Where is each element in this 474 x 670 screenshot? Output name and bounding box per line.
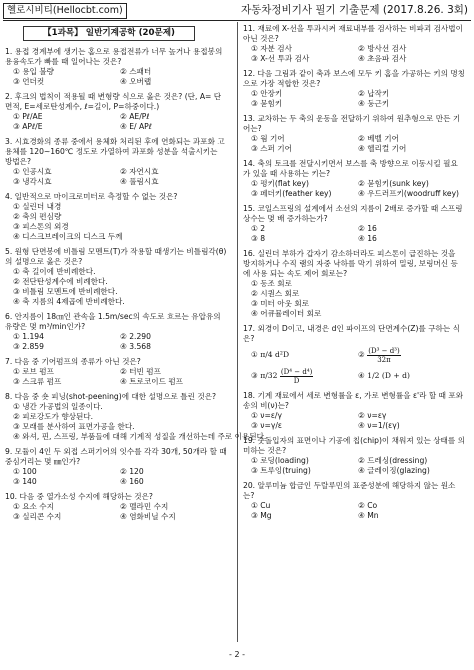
option[interactable]: ③ APℓ/E bbox=[13, 122, 43, 131]
option[interactable]: ④ 디스크브레이크의 디스크 두께 bbox=[13, 232, 123, 241]
option[interactable]: ① 평키(flat key) bbox=[251, 179, 309, 188]
exam-title: 자동차정비기사 필기 기출문제 (2017.8.26. 3회) bbox=[240, 4, 468, 16]
option-list bbox=[13, 467, 227, 487]
option[interactable]: ① 냉간 가공법의 일종이다. bbox=[13, 402, 103, 411]
question bbox=[5, 47, 227, 87]
question-text: 8. 다음 중 숏 피닝(shot-peening)에 대한 설명으로 틀린 것은? bbox=[5, 392, 217, 401]
header-rule bbox=[3, 20, 471, 21]
option[interactable]: ③ 실리콘 수지 bbox=[13, 512, 62, 521]
question-text: 16. 실린더 부하가 갑자기 감소하더라도 피스톤이 급진하는 것을 방지하거나 수직 램의 자중 낙하를 막기 위하여 밀링, 보링머신 등에 사용 되는 속도 제어 회로는? bbox=[243, 249, 458, 278]
option[interactable]: ③ 모래를 분사하여 표면가공을 한다. bbox=[13, 422, 135, 431]
option[interactable]: ② 멜라민 수지 bbox=[120, 502, 169, 511]
question-text: 20. 알루미늄 합금인 두랄루민의 표준성분에 해당하지 않는 원소는? bbox=[243, 481, 456, 500]
option[interactable]: ③ 페더키(feather key) bbox=[251, 189, 332, 198]
option[interactable]: ① 동조 회로 bbox=[251, 279, 292, 288]
option[interactable]: ② 드레싱(dressing) bbox=[358, 456, 428, 465]
option[interactable]: ② 120 bbox=[120, 467, 144, 476]
right-column bbox=[243, 24, 465, 526]
question bbox=[243, 69, 465, 109]
question bbox=[243, 436, 465, 476]
option-list bbox=[251, 44, 465, 64]
formula-part: d²D bbox=[275, 350, 290, 359]
option[interactable]: ① 요소 수지 bbox=[13, 502, 54, 511]
option[interactable]: ② 피로강도가 향상된다. bbox=[13, 412, 94, 421]
option-list bbox=[251, 456, 465, 476]
denominator: 32π bbox=[377, 355, 391, 364]
option[interactable]: ③ 8 bbox=[251, 234, 266, 243]
option[interactable]: ④ 우드러프키(woodruff key) bbox=[358, 189, 460, 198]
option[interactable]: ③ 트루잉(truing) bbox=[251, 466, 311, 475]
option[interactable]: ④ 와셔, 핀, 스프링, 부품들에 대해 기계적 성질을 개선하는데 주로 이용된다. bbox=[13, 432, 267, 441]
option[interactable]: ② 납작키 bbox=[358, 89, 390, 98]
option[interactable]: ④ 3.568 bbox=[120, 342, 151, 351]
question bbox=[243, 391, 465, 431]
option[interactable]: ① 로브 펌프 bbox=[13, 367, 54, 376]
question-text: 17. 외경이 D이고, 내경은 d인 파이프의 단면계수(Z)를 구하는 식은? bbox=[243, 324, 460, 343]
section-title: 【1과목】 일반기계공학 (20문제) bbox=[23, 26, 195, 41]
question bbox=[5, 312, 227, 352]
question-text: 2. 후크의 법칙이 적용될 때 변형량 식으로 옳은 것은? (단, A= 단면적, E=세로탄성계수, ℓ=길이, P=하중이다.) bbox=[5, 92, 222, 111]
option[interactable]: ② 전단탄성계수에 비례한다. bbox=[13, 277, 108, 286]
question bbox=[5, 447, 227, 487]
option[interactable]: ① 웜 기어 bbox=[251, 134, 285, 143]
question bbox=[243, 159, 465, 199]
option[interactable]: ③ 스퍼 기어 bbox=[251, 144, 292, 153]
option[interactable]: ④ 16 bbox=[358, 234, 377, 243]
option[interactable]: ① 실린더 내경 bbox=[13, 202, 62, 211]
column-divider bbox=[237, 22, 238, 642]
option[interactable]: ③ 140 bbox=[13, 477, 37, 486]
option-list bbox=[13, 167, 227, 187]
option[interactable] bbox=[358, 365, 465, 386]
option[interactable]: ③ Mg bbox=[251, 511, 272, 520]
option-list bbox=[251, 501, 465, 521]
question-text: 10. 다음 중 열가소성 수지에 해당하는 것은? bbox=[5, 492, 153, 501]
option[interactable]: ④ 어큐뮬레이터 회로 bbox=[251, 309, 322, 318]
question-text: 11. 재료에 X-선을 투과시켜 재료내부를 검사하는 비파괴 검사법이 아닌 것은? bbox=[243, 24, 463, 43]
option[interactable]: ③ X-선 투과 검사 bbox=[251, 54, 310, 63]
option[interactable] bbox=[251, 365, 358, 386]
option[interactable]: ③ 피스톤의 외경 bbox=[13, 222, 69, 231]
question-text: 18. 기계 재료에서 세로 변형률을 ε, 가로 변형률을 ε'라 할 때 포와송의 비(ν)는? bbox=[243, 391, 464, 410]
question bbox=[243, 24, 465, 64]
option[interactable]: ② 묻힘키(sunk key) bbox=[358, 179, 429, 188]
option[interactable]: ④ Mn bbox=[358, 511, 379, 520]
option-list bbox=[13, 202, 227, 242]
option[interactable]: ② 방사선 검사 bbox=[358, 44, 407, 53]
option-list bbox=[251, 224, 465, 244]
formula-part: π/32 bbox=[260, 371, 278, 380]
option-list bbox=[13, 502, 227, 522]
option-list bbox=[251, 179, 465, 199]
option-label: ③ bbox=[251, 371, 258, 380]
denominator: D bbox=[293, 376, 300, 385]
option[interactable]: ③ 언더컷 bbox=[13, 77, 45, 86]
formula-part: (D + d) bbox=[381, 371, 410, 380]
option[interactable]: ③ 미터 아웃 회로 bbox=[251, 299, 310, 308]
option[interactable]: ④ 트로코이드 펌프 bbox=[120, 377, 183, 386]
option[interactable]: ④ 160 bbox=[120, 477, 144, 486]
option-list bbox=[13, 367, 227, 387]
option[interactable]: ① 자분 검사 bbox=[251, 44, 292, 53]
question-text: 9. 모듈이 4인 두 외접 스퍼기어의 잇수를 각각 30개, 50개라 할 때 중심거리는 몇 ㎜인가? bbox=[5, 447, 227, 466]
option[interactable]: ① 로딩(loading) bbox=[251, 456, 309, 465]
option[interactable]: ④ 풀림시효 bbox=[120, 177, 159, 186]
option[interactable]: ② 베벨 기어 bbox=[358, 134, 399, 143]
option[interactable]: ① Pℓ/AE bbox=[13, 112, 43, 121]
option[interactable]: ④ 둥근키 bbox=[358, 99, 390, 108]
option[interactable]: ① 용입 불량 bbox=[13, 67, 54, 76]
question bbox=[5, 492, 227, 522]
option[interactable]: ① 축 길이에 반비례한다. bbox=[13, 267, 96, 276]
question-text: 13. 교차하는 두 축의 운동을 전달하기 위하여 원추형으로 만든 기어는? bbox=[243, 114, 461, 133]
option[interactable]: ② Co bbox=[358, 501, 378, 510]
option-list bbox=[13, 112, 227, 132]
option-list bbox=[13, 67, 227, 87]
option[interactable]: ① Cu bbox=[251, 501, 271, 510]
option[interactable] bbox=[358, 344, 465, 365]
question bbox=[243, 481, 465, 521]
question bbox=[5, 137, 227, 187]
option[interactable]: ② AE/Pℓ bbox=[120, 112, 150, 121]
option-label: ④ bbox=[358, 371, 365, 380]
question-text: 4. 일반적으로 마이크로미터로 측정할 수 없는 것은? bbox=[5, 192, 178, 201]
option[interactable]: ③ 스크류 펌프 bbox=[13, 377, 62, 386]
question-text: 12. 다음 그림과 같이 축과 보스에 모두 키 홈을 가공하는 키의 명칭으로 가장 적합한 것은? bbox=[243, 69, 466, 88]
question-text: 19. 숫돌입자의 표면이나 기공에 칩(chip)이 채워져 있는 상태를 의미하는 것은? bbox=[243, 436, 465, 455]
question-text: 1. 용접 경계부에 생기는 홈으로 용접전류가 너무 높거나 용접봉의 용융속도가 빠를 때 일어나는 것은? bbox=[5, 47, 223, 66]
option[interactable]: ② 2.290 bbox=[120, 332, 151, 341]
option-list bbox=[251, 344, 465, 386]
option[interactable]: ④ 헬리컬 기어 bbox=[358, 144, 407, 153]
question bbox=[243, 204, 465, 244]
option-list bbox=[251, 134, 465, 154]
option[interactable]: ④ 오버랩 bbox=[120, 77, 152, 86]
question bbox=[243, 114, 465, 154]
option-label: ① bbox=[251, 350, 258, 359]
option[interactable]: ③ ν=γ/ε bbox=[251, 421, 282, 430]
option[interactable]: ② 축의 편심량 bbox=[13, 212, 62, 221]
option-label: ② bbox=[358, 350, 365, 359]
question bbox=[5, 357, 227, 387]
option[interactable]: ④ ν=1/(εγ) bbox=[358, 421, 400, 430]
option[interactable]: ② 터빈 펌프 bbox=[120, 367, 161, 376]
option[interactable]: ① 100 bbox=[13, 467, 37, 476]
question-text: 5. 원형 단면봉에 비틀림 모멘트(T)가 작용할 때생기는 비틀림각(θ)의 설명으로 옳은 것은? bbox=[5, 247, 227, 266]
formula-part: π/4 bbox=[260, 350, 273, 359]
option[interactable]: ① 2 bbox=[251, 224, 266, 233]
option[interactable]: ③ 비틀림 모멘트에 반비례한다. bbox=[13, 287, 118, 296]
option[interactable]: ② 스패터 bbox=[120, 67, 152, 76]
question bbox=[243, 249, 465, 319]
option[interactable]: ④ E/ APℓ bbox=[120, 122, 152, 131]
option[interactable]: ③ 2.859 bbox=[13, 342, 44, 351]
question-text: 6. 안지름이 18㎝인 관속을 1.5m/sec의 속도로 흐르는 유압유의 유량은 몇 m³/min인가? bbox=[5, 312, 221, 331]
option[interactable]: ④ 축 지름의 4제곱에 반비례한다. bbox=[13, 297, 125, 306]
numerator: (D⁴ − d⁴) bbox=[280, 367, 313, 376]
numerator: (D³ − d³) bbox=[368, 346, 400, 355]
option[interactable]: ③ 묻힘키 bbox=[251, 99, 283, 108]
option[interactable]: ① 인공시효 bbox=[13, 167, 52, 176]
fraction bbox=[280, 368, 313, 385]
question bbox=[5, 192, 227, 242]
option-list bbox=[13, 267, 227, 307]
site-name: 헬로시비티(Hellocbt.com) bbox=[3, 3, 127, 19]
option[interactable]: ① ν=ε/γ bbox=[251, 411, 282, 420]
question-text: 14. 축의 토크를 전달시키면서 보스를 축 방향으로 이동시킬 필요가 있을 때 사용하는 키는? bbox=[243, 159, 458, 178]
option[interactable] bbox=[251, 344, 358, 365]
question bbox=[5, 92, 227, 132]
option-list bbox=[251, 411, 465, 431]
formula-part: 1/2 bbox=[367, 371, 380, 380]
question bbox=[243, 324, 465, 386]
option[interactable]: ② 자연시효 bbox=[120, 167, 159, 176]
question-text: 15. 코일스프링의 설계에서 소선의 지름이 2배로 증가할 때 스프링 상수는 몇 배 증가하는가? bbox=[243, 204, 463, 223]
option-list bbox=[251, 279, 465, 319]
option-list bbox=[251, 89, 465, 109]
option-list bbox=[13, 332, 227, 352]
fraction bbox=[367, 347, 400, 364]
question-text: 3. 시효경화의 종류 중에서 용체화 처리된 후에 연화되는 과포화 고용체를 120~160℃ 정도로 가열하여 과포화 성분을 석출시키는 방법은? bbox=[5, 137, 225, 166]
option[interactable]: ② ν=εγ bbox=[358, 411, 387, 420]
page-number: - 2 - bbox=[229, 650, 245, 659]
option[interactable]: ④ 글레이징(glazing) bbox=[358, 466, 430, 475]
question-text: 7. 다음 중 기어펌프의 종류가 아닌 것은? bbox=[5, 357, 141, 366]
option[interactable]: ① 1.194 bbox=[13, 332, 44, 341]
question bbox=[5, 247, 227, 307]
option[interactable]: ② 시퀀스 회로 bbox=[251, 289, 300, 298]
option[interactable]: ④ 초음파 검사 bbox=[358, 54, 407, 63]
option[interactable]: ③ 냉각시효 bbox=[13, 177, 52, 186]
option[interactable]: ④ 염화비닐 수지 bbox=[120, 512, 176, 521]
option[interactable]: ① 안장키 bbox=[251, 89, 283, 98]
option[interactable]: ② 16 bbox=[358, 224, 377, 233]
